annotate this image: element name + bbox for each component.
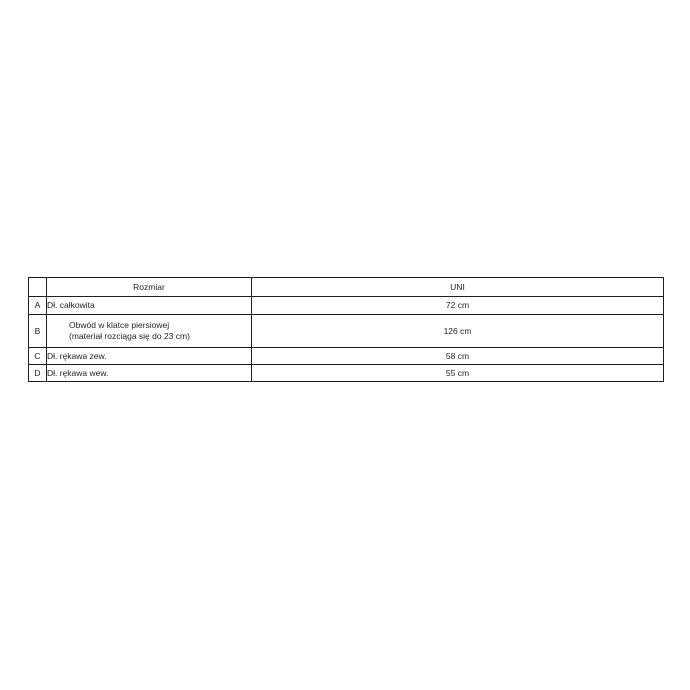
row-letter-a: A (29, 297, 47, 315)
header-cell-letter (29, 278, 47, 297)
row-letter-d: D (29, 365, 47, 382)
table-row (29, 315, 664, 348)
row-description-a: Dł. całkowita (47, 297, 252, 315)
row-value-a: 72 cm (252, 297, 664, 315)
row-description-b-line1: Obwód w klatce piersiowej (69, 320, 170, 331)
header-cell-size: UNI (252, 278, 664, 297)
row-value-b: 126 cm (252, 315, 664, 348)
header-cell-measurement: Rozmiar (47, 278, 252, 297)
row-value-c: 58 cm (252, 348, 664, 365)
row-description-d: Dł. rękawa wew. (47, 365, 252, 382)
row-letter-b: B (29, 315, 47, 348)
size-table (28, 277, 664, 382)
table-row (29, 348, 664, 365)
table-row (29, 365, 664, 382)
row-letter-c: C (29, 348, 47, 365)
row-value-d: 55 cm (252, 365, 664, 382)
row-description-b-line2: (materiał rozciąga się do 23 cm) (69, 331, 190, 341)
table-header-row (29, 278, 664, 297)
row-description-b (47, 315, 252, 348)
row-description-c: Dł. rękawa zew. (47, 348, 252, 365)
table-row (29, 297, 664, 315)
